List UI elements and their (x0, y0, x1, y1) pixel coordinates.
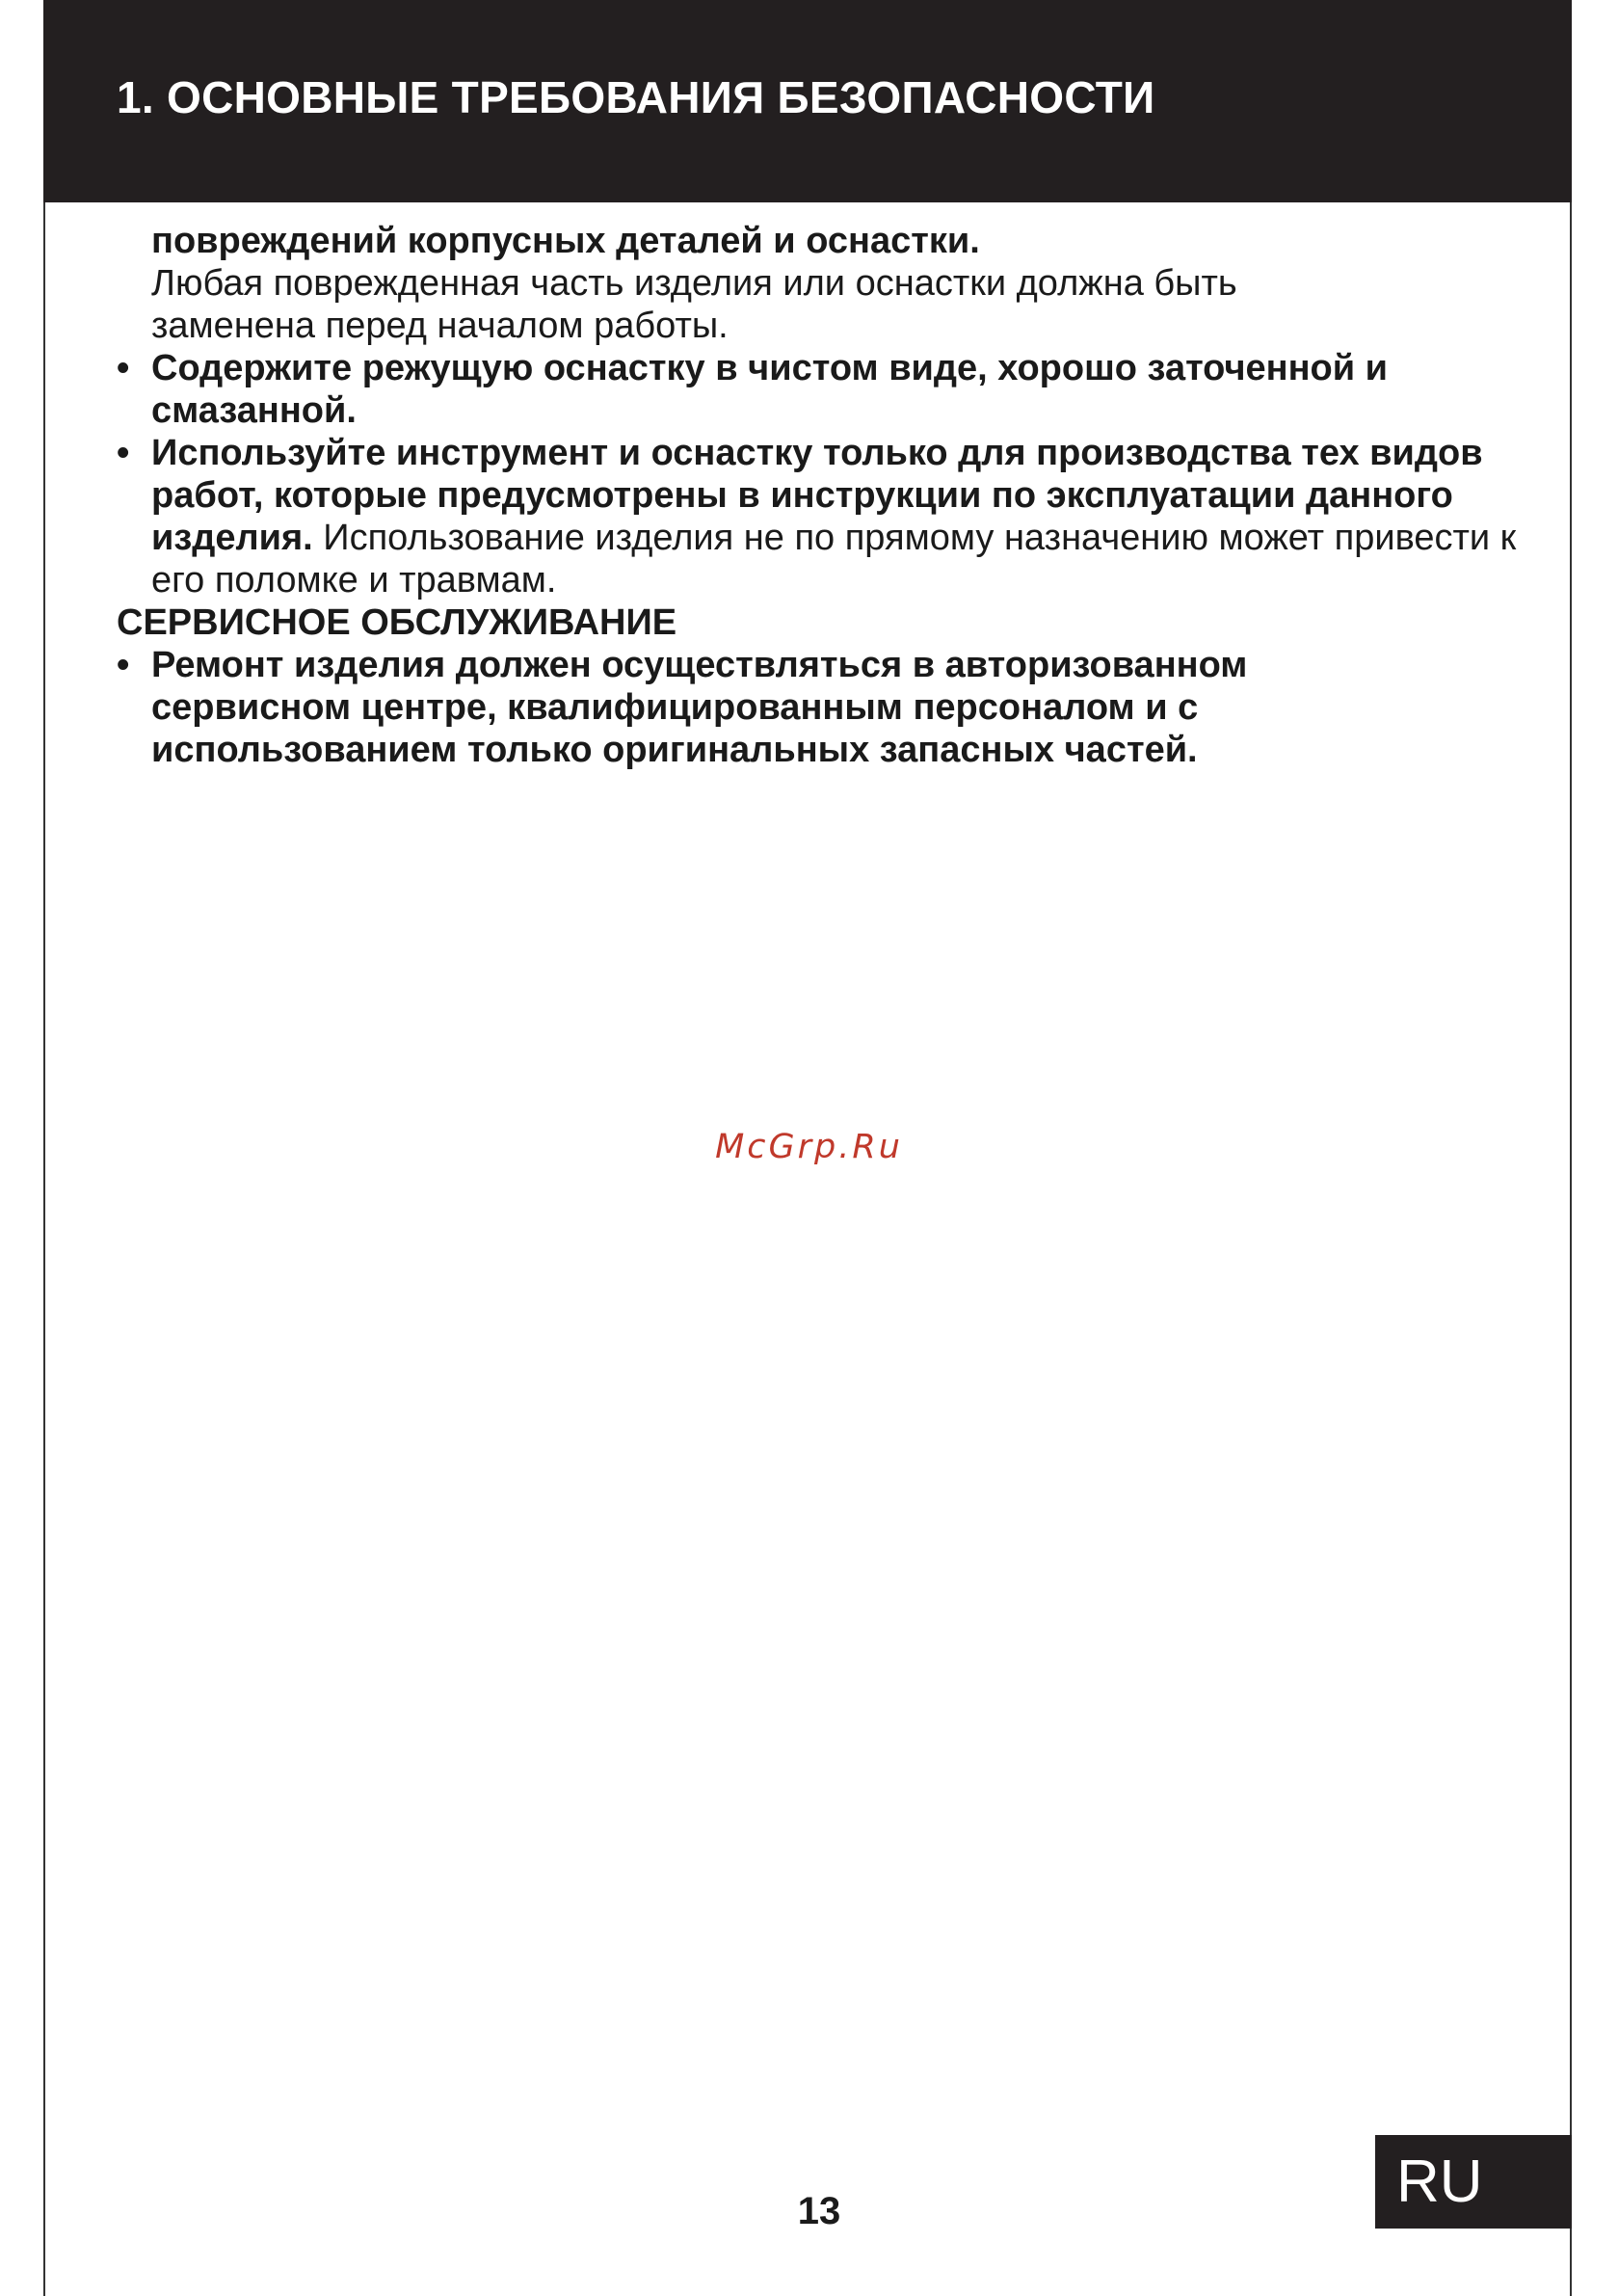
service-heading: СЕРВИСНОЕ ОБСЛУЖИВАНИЕ (117, 602, 677, 643)
language-tab (1375, 2135, 1572, 2229)
bullet-marker: • (117, 348, 130, 388)
language-label: RU (1396, 2149, 1483, 2215)
continuation-paragraph (117, 220, 1504, 347)
watermark: McGrp.Ru (715, 1128, 903, 1166)
list-item (117, 432, 1539, 601)
bullet-marker: • (117, 433, 130, 473)
section-title: 1. ОСНОВНЫЕ ТРЕБОВАНИЯ БЕЗОПАСНОСТИ (117, 72, 1155, 122)
list-item (117, 347, 1539, 432)
list-item-bold-text: Ремонт изделия должен осуществляться в авторизованном сервисном центре, квалифицированным персоналом и с использованием только оригинальных запасных частей. (151, 645, 1248, 770)
continuation-bold-text: повреждений корпусных деталей и оснастки. (151, 221, 980, 261)
list-item-bold-text: Используйте инструмент и оснастку только для производства тех видов работ, которые предусмотрены в инструкции по эксплуатации данного изделия. (151, 433, 1483, 558)
list-item (117, 644, 1366, 771)
page-number: 13 (797, 2190, 841, 2232)
list-item-bold-text: Содержите режущую оснастку в чистом виде, хорошо заточенной и смазанной. (151, 348, 1389, 431)
document-body (117, 220, 1517, 771)
list-item-normal-text: Использование изделия не по прямому назначению может привести к его поломке и травмам. (151, 518, 1517, 601)
continuation-normal-text: Любая поврежденная часть изделия или оснастки должна быть заменена перед началом работы. (151, 263, 1237, 346)
bullet-marker: • (117, 645, 130, 685)
